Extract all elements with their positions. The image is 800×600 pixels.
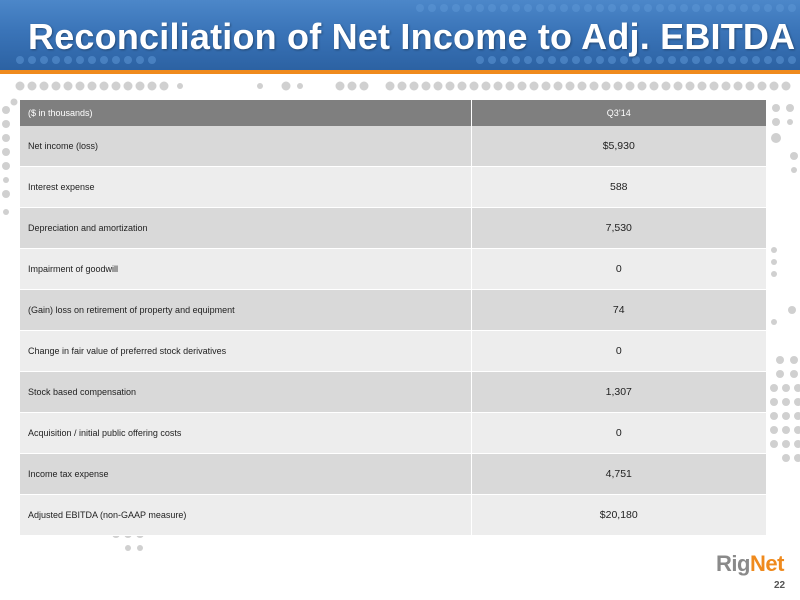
row-label: Change in fair value of preferred stock derivatives [20, 331, 471, 372]
row-value: 74 [471, 290, 766, 331]
reconciliation-table [20, 100, 766, 536]
rignet-logo [716, 551, 784, 577]
row-value: 0 [471, 249, 766, 290]
row-label: Interest expense [20, 167, 471, 208]
row-value: 4,751 [471, 454, 766, 495]
table-row [20, 249, 766, 290]
row-label: Depreciation and amortization [20, 208, 471, 249]
row-value: 588 [471, 167, 766, 208]
page-number: 22 [774, 580, 786, 591]
row-label: Impairment of goodwill [20, 249, 471, 290]
row-label: (Gain) loss on retirement of property and equipment [20, 290, 471, 331]
row-label: Adjusted EBITDA (non-GAAP measure) [20, 495, 471, 536]
row-value: 1,307 [471, 372, 766, 413]
row-value: 0 [471, 413, 766, 454]
reconciliation-table-container [20, 100, 766, 536]
row-value: 0 [471, 331, 766, 372]
row-label: Income tax expense [20, 454, 471, 495]
row-value: $20,180 [471, 495, 766, 536]
header-period: Q3’14 [471, 100, 766, 126]
row-value: 7,530 [471, 208, 766, 249]
table-row [20, 290, 766, 331]
table-row [20, 167, 766, 208]
header-units: ($ in thousands) [20, 100, 471, 126]
row-label: Stock based compensation [20, 372, 471, 413]
table-header-row [20, 100, 766, 126]
logo-part-net: Net [749, 551, 784, 576]
logo-part-rig: Rig [716, 551, 750, 576]
slide-header [0, 0, 800, 70]
slide-title: Reconciliation of Net Income to Adj. EBITDA [28, 16, 796, 57]
accent-bar [0, 70, 800, 74]
row-label: Net income (loss) [20, 126, 471, 167]
table-row [20, 331, 766, 372]
table-row [20, 372, 766, 413]
row-label: Acquisition / initial public offering costs [20, 413, 471, 454]
row-value: $5,930 [471, 126, 766, 167]
table-row-total [20, 495, 766, 536]
table-row [20, 454, 766, 495]
table-row [20, 208, 766, 249]
table-row [20, 126, 766, 167]
table-row [20, 413, 766, 454]
